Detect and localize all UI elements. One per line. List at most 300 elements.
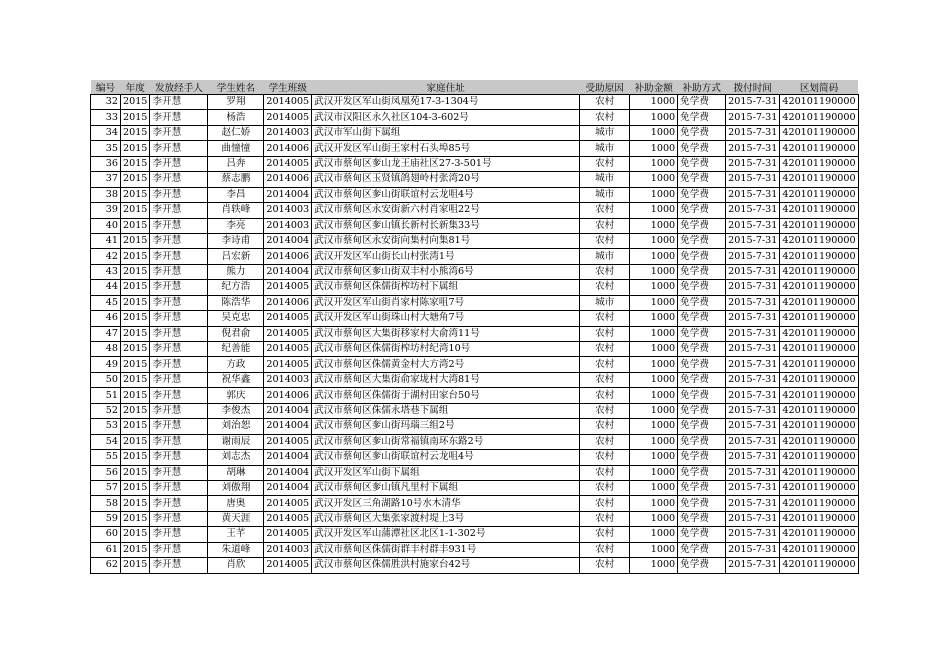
cell-date: 2015-7-31 [726,372,780,387]
cell-date: 2015-7-31 [726,249,780,264]
cell-region-code: 420101190000 [780,125,858,140]
cell-id: 56 [91,465,121,480]
cell-year: 2015 [121,465,150,480]
cell-id: 37 [91,172,121,187]
cell-id: 54 [91,434,121,449]
cell-class: 2014005 [264,95,312,110]
cell-year: 2015 [121,295,150,310]
cell-student-name: 吕奔 [208,156,264,171]
cell-id: 41 [91,233,121,248]
cell-date: 2015-7-31 [726,342,780,357]
cell-class: 2014005 [264,326,312,341]
cell-region-code: 420101190000 [780,203,858,218]
cell-student-name: 倪君俞 [208,326,264,341]
cell-handler: 李开慧 [150,465,208,480]
cell-amount: 1000 [630,465,678,480]
cell-class: 2014004 [264,264,312,279]
cell-region-code: 420101190000 [780,511,858,526]
cell-address: 武汉市蔡甸区侏儒街群丰村群丰931号 [312,542,580,557]
cell-amount: 1000 [630,357,678,372]
cell-method: 免学费 [678,326,726,341]
cell-address: 武汉市蔡甸区奓山镇长新村长新集33号 [312,218,580,233]
cell-id: 58 [91,496,121,511]
cell-address: 武汉市蔡甸区侏儒街于湖村田家台50号 [312,388,580,403]
cell-student-name: 胡琳 [208,465,264,480]
cell-region-code: 420101190000 [780,357,858,372]
cell-date: 2015-7-31 [726,434,780,449]
cell-date: 2015-7-31 [726,110,780,125]
cell-class: 2014004 [264,450,312,465]
cell-reason: 农村 [580,558,630,573]
table-row [91,218,859,233]
cell-class: 2014003 [264,218,312,233]
cell-date: 2015-7-31 [726,233,780,248]
table-row [91,156,859,171]
cell-address: 武汉开发区三角湖路10号水木清华 [312,496,580,511]
cell-method: 免学费 [678,542,726,557]
cell-year: 2015 [121,233,150,248]
cell-amount: 1000 [630,342,678,357]
cell-reason: 农村 [580,496,630,511]
cell-region-code: 420101190000 [780,141,858,156]
cell-region-code: 420101190000 [780,326,858,341]
cell-amount: 1000 [630,172,678,187]
cell-region-code: 420101190000 [780,95,858,110]
cell-student-name: 陈浩华 [208,295,264,310]
cell-date: 2015-7-31 [726,280,780,295]
cell-amount: 1000 [630,218,678,233]
cell-method: 免学费 [678,558,726,573]
col-header-student-name: 学生姓名 [208,80,264,95]
table-row [91,95,859,110]
cell-handler: 李开慧 [150,141,208,156]
cell-reason: 农村 [580,110,630,125]
cell-date: 2015-7-31 [726,95,780,110]
cell-date: 2015-7-31 [726,125,780,140]
cell-student-name: 王芊 [208,527,264,542]
cell-region-code: 420101190000 [780,527,858,542]
cell-student-name: 蔡志鹏 [208,172,264,187]
cell-id: 59 [91,511,121,526]
cell-student-name: 祝华鑫 [208,372,264,387]
table-row [91,125,859,140]
cell-class: 2014005 [264,558,312,573]
cell-date: 2015-7-31 [726,264,780,279]
cell-address: 武汉市蔡甸区奓山龙王庙社区27-3-501号 [312,156,580,171]
cell-year: 2015 [121,280,150,295]
cell-address: 武汉市军山街下属组 [312,125,580,140]
table-row [91,542,859,557]
cell-date: 2015-7-31 [726,527,780,542]
cell-reason: 农村 [580,372,630,387]
table-row [91,527,859,542]
cell-date: 2015-7-31 [726,388,780,403]
cell-id: 53 [91,419,121,434]
cell-class: 2014005 [264,434,312,449]
cell-handler: 李开慧 [150,527,208,542]
cell-student-name: 李诗甫 [208,233,264,248]
cell-year: 2015 [121,542,150,557]
cell-class: 2014005 [264,357,312,372]
cell-amount: 1000 [630,542,678,557]
cell-address: 武汉开发区军山街珠山村大塘角7号 [312,311,580,326]
cell-year: 2015 [121,187,150,202]
table-row [91,465,859,480]
cell-method: 免学费 [678,203,726,218]
cell-handler: 李开慧 [150,311,208,326]
cell-reason: 农村 [580,280,630,295]
cell-id: 46 [91,311,121,326]
cell-reason: 农村 [580,357,630,372]
cell-region-code: 420101190000 [780,187,858,202]
cell-date: 2015-7-31 [726,357,780,372]
cell-region-code: 420101190000 [780,218,858,233]
cell-method: 免学费 [678,233,726,248]
cell-student-name: 谢雨辰 [208,434,264,449]
cell-class: 2014005 [264,280,312,295]
cell-address: 武汉开发区军山蒲潭社区北区1-1-302号 [312,527,580,542]
col-header-handler: 发放经手人 [150,80,208,95]
cell-reason: 农村 [580,342,630,357]
cell-id: 55 [91,450,121,465]
cell-year: 2015 [121,372,150,387]
cell-year: 2015 [121,388,150,403]
cell-reason: 农村 [580,388,630,403]
cell-method: 免学费 [678,311,726,326]
cell-id: 48 [91,342,121,357]
cell-address: 武汉市蔡甸区奓山镇凡里村下属组 [312,480,580,495]
cell-year: 2015 [121,172,150,187]
table-row [91,511,859,526]
table-row [91,326,859,341]
cell-method: 免学费 [678,249,726,264]
cell-year: 2015 [121,326,150,341]
cell-date: 2015-7-31 [726,187,780,202]
cell-amount: 1000 [630,141,678,156]
cell-reason: 城市 [580,125,630,140]
cell-method: 免学费 [678,110,726,125]
cell-year: 2015 [121,434,150,449]
cell-handler: 李开慧 [150,172,208,187]
cell-address: 武汉开发区军山街下属组 [312,465,580,480]
cell-address: 武汉开发区军山街肖家村陈家咀7号 [312,295,580,310]
cell-region-code: 420101190000 [780,450,858,465]
cell-year: 2015 [121,511,150,526]
cell-region-code: 420101190000 [780,110,858,125]
cell-id: 49 [91,357,121,372]
cell-reason: 农村 [580,311,630,326]
table-row [91,342,859,357]
cell-method: 免学费 [678,342,726,357]
cell-student-name: 曲憧憧 [208,141,264,156]
cell-student-name: 刘傲翔 [208,480,264,495]
cell-address: 武汉市蔡甸区侏儒黄金村大方湾2号 [312,357,580,372]
table-row [91,311,859,326]
cell-address: 武汉市蔡甸区侏儒胜洪村施家台42号 [312,558,580,573]
col-header-address: 家庭住址 [312,80,580,95]
cell-class: 2014004 [264,403,312,418]
cell-student-name: 纪善能 [208,342,264,357]
cell-method: 免学费 [678,434,726,449]
cell-student-name: 李俊杰 [208,403,264,418]
cell-student-name: 郭庆 [208,388,264,403]
cell-id: 33 [91,110,121,125]
cell-year: 2015 [121,342,150,357]
cell-student-name: 刘志杰 [208,450,264,465]
cell-handler: 李开慧 [150,357,208,372]
cell-id: 57 [91,480,121,495]
cell-handler: 李开慧 [150,542,208,557]
cell-class: 2014006 [264,141,312,156]
cell-region-code: 420101190000 [780,496,858,511]
cell-year: 2015 [121,558,150,573]
table-row [91,434,859,449]
cell-region-code: 420101190000 [780,388,858,403]
cell-region-code: 420101190000 [780,233,858,248]
cell-method: 免学费 [678,357,726,372]
cell-class: 2014006 [264,295,312,310]
cell-date: 2015-7-31 [726,326,780,341]
cell-id: 45 [91,295,121,310]
cell-handler: 李开慧 [150,187,208,202]
cell-handler: 李开慧 [150,280,208,295]
cell-handler: 李开慧 [150,110,208,125]
cell-reason: 农村 [580,218,630,233]
cell-amount: 1000 [630,434,678,449]
cell-student-name: 杨浩 [208,110,264,125]
cell-date: 2015-7-31 [726,558,780,573]
cell-id: 43 [91,264,121,279]
cell-year: 2015 [121,203,150,218]
cell-address: 武汉市蔡甸区永安街向集村向集81号 [312,233,580,248]
cell-amount: 1000 [630,450,678,465]
cell-student-name: 黄天涯 [208,511,264,526]
cell-method: 免学费 [678,480,726,495]
cell-year: 2015 [121,110,150,125]
cell-id: 36 [91,156,121,171]
cell-address: 武汉市蔡甸区奓山街联谊村云龙咀4号 [312,450,580,465]
cell-year: 2015 [121,95,150,110]
cell-handler: 李开慧 [150,203,208,218]
cell-amount: 1000 [630,403,678,418]
cell-handler: 李开慧 [150,496,208,511]
cell-date: 2015-7-31 [726,295,780,310]
cell-class: 2014006 [264,249,312,264]
cell-id: 51 [91,388,121,403]
cell-handler: 李开慧 [150,419,208,434]
cell-class: 2014003 [264,542,312,557]
cell-id: 44 [91,280,121,295]
cell-method: 免学费 [678,218,726,233]
cell-address: 武汉开发区军山街长山村张湾1号 [312,249,580,264]
table-row [91,480,859,495]
cell-class: 2014005 [264,511,312,526]
cell-address: 武汉市蔡甸区大集街俞家垅村大湾81号 [312,372,580,387]
cell-amount: 1000 [630,249,678,264]
cell-method: 免学费 [678,511,726,526]
cell-amount: 1000 [630,419,678,434]
cell-region-code: 420101190000 [780,156,858,171]
col-header-reason: 受助原因 [580,80,630,95]
cell-amount: 1000 [630,187,678,202]
cell-reason: 农村 [580,156,630,171]
table-row [91,233,859,248]
cell-handler: 李开慧 [150,125,208,140]
cell-class: 2014005 [264,110,312,125]
cell-address: 武汉市蔡甸区侏儒永塔巷下属组 [312,403,580,418]
cell-class: 2014004 [264,233,312,248]
table-row [91,496,859,511]
cell-id: 39 [91,203,121,218]
cell-class: 2014003 [264,203,312,218]
cell-amount: 1000 [630,203,678,218]
cell-id: 38 [91,187,121,202]
cell-handler: 李开慧 [150,218,208,233]
cell-class: 2014004 [264,480,312,495]
cell-handler: 李开慧 [150,511,208,526]
col-header-date: 拨付时间 [726,80,780,95]
cell-amount: 1000 [630,125,678,140]
cell-handler: 李开慧 [150,372,208,387]
cell-region-code: 420101190000 [780,249,858,264]
col-header-amount: 补助金额 [630,80,678,95]
cell-handler: 李开慧 [150,342,208,357]
cell-method: 免学费 [678,172,726,187]
cell-reason: 农村 [580,511,630,526]
cell-year: 2015 [121,156,150,171]
cell-reason: 城市 [580,172,630,187]
cell-amount: 1000 [630,527,678,542]
cell-student-name: 吴克忠 [208,311,264,326]
cell-year: 2015 [121,264,150,279]
cell-method: 免学费 [678,388,726,403]
cell-method: 免学费 [678,125,726,140]
cell-id: 52 [91,403,121,418]
cell-class: 2014004 [264,187,312,202]
cell-student-name: 刘治恕 [208,419,264,434]
cell-method: 免学费 [678,419,726,434]
cell-year: 2015 [121,527,150,542]
cell-year: 2015 [121,249,150,264]
cell-year: 2015 [121,496,150,511]
col-header-method: 补助方式 [678,80,726,95]
cell-handler: 李开慧 [150,156,208,171]
cell-handler: 李开慧 [150,450,208,465]
cell-address: 武汉市蔡甸区奓山街玛瑙三组2号 [312,419,580,434]
cell-date: 2015-7-31 [726,419,780,434]
cell-method: 免学费 [678,465,726,480]
cell-method: 免学费 [678,450,726,465]
cell-class: 2014006 [264,388,312,403]
cell-student-name: 方政 [208,357,264,372]
cell-id: 32 [91,95,121,110]
cell-method: 免学费 [678,141,726,156]
cell-class: 2014004 [264,419,312,434]
cell-method: 免学费 [678,403,726,418]
cell-region-code: 420101190000 [780,465,858,480]
cell-region-code: 420101190000 [780,264,858,279]
cell-region-code: 420101190000 [780,542,858,557]
cell-student-name: 熊力 [208,264,264,279]
cell-handler: 李开慧 [150,264,208,279]
cell-address: 武汉市蔡甸区大集张家渡村堤上3号 [312,511,580,526]
cell-method: 免学费 [678,156,726,171]
cell-amount: 1000 [630,558,678,573]
cell-amount: 1000 [630,388,678,403]
table-row [91,203,859,218]
cell-reason: 农村 [580,264,630,279]
table-row [91,403,859,418]
cell-student-name: 肖欣 [208,558,264,573]
cell-reason: 农村 [580,542,630,557]
cell-address: 武汉市蔡甸区侏儒街榨坊村纪湾10号 [312,342,580,357]
cell-address: 武汉开发区军山街凤凰苑17-3-1304号 [312,95,580,110]
cell-id: 60 [91,527,121,542]
cell-handler: 李开慧 [150,326,208,341]
cell-amount: 1000 [630,110,678,125]
cell-amount: 1000 [630,295,678,310]
table-row [91,372,859,387]
cell-reason: 农村 [580,527,630,542]
cell-class: 2014006 [264,172,312,187]
cell-method: 免学费 [678,372,726,387]
cell-date: 2015-7-31 [726,542,780,557]
cell-reason: 农村 [580,95,630,110]
cell-address: 武汉市蔡甸区奓山街联谊村云龙咀4号 [312,187,580,202]
cell-address: 武汉市蔡甸区玉贤镇鸽翅岭村张湾20号 [312,172,580,187]
cell-amount: 1000 [630,264,678,279]
cell-class: 2014003 [264,125,312,140]
table-row [91,450,859,465]
cell-handler: 李开慧 [150,249,208,264]
col-header-id: 编号 [91,80,121,95]
cell-amount: 1000 [630,480,678,495]
table-row [91,249,859,264]
cell-address: 武汉市蔡甸区奓山街常福镇南环东路2号 [312,434,580,449]
table-row [91,187,859,202]
cell-handler: 李开慧 [150,403,208,418]
cell-date: 2015-7-31 [726,141,780,156]
cell-date: 2015-7-31 [726,511,780,526]
cell-student-name: 唐奥 [208,496,264,511]
cell-reason: 农村 [580,403,630,418]
table-row [91,172,859,187]
cell-date: 2015-7-31 [726,496,780,511]
cell-student-name: 朱道峰 [208,542,264,557]
cell-student-name: 李亮 [208,218,264,233]
cell-date: 2015-7-31 [726,203,780,218]
cell-date: 2015-7-31 [726,450,780,465]
cell-method: 免学费 [678,280,726,295]
cell-region-code: 420101190000 [780,372,858,387]
cell-handler: 李开慧 [150,295,208,310]
cell-handler: 李开慧 [150,233,208,248]
table-row [91,357,859,372]
cell-id: 62 [91,558,121,573]
header-row [91,80,859,95]
cell-amount: 1000 [630,372,678,387]
cell-class: 2014005 [264,342,312,357]
cell-year: 2015 [121,125,150,140]
cell-year: 2015 [121,480,150,495]
cell-date: 2015-7-31 [726,172,780,187]
cell-student-name: 赵仁娇 [208,125,264,140]
cell-reason: 农村 [580,480,630,495]
cell-student-name: 吕宏新 [208,249,264,264]
cell-year: 2015 [121,218,150,233]
cell-id: 42 [91,249,121,264]
cell-student-name: 纪方浩 [208,280,264,295]
